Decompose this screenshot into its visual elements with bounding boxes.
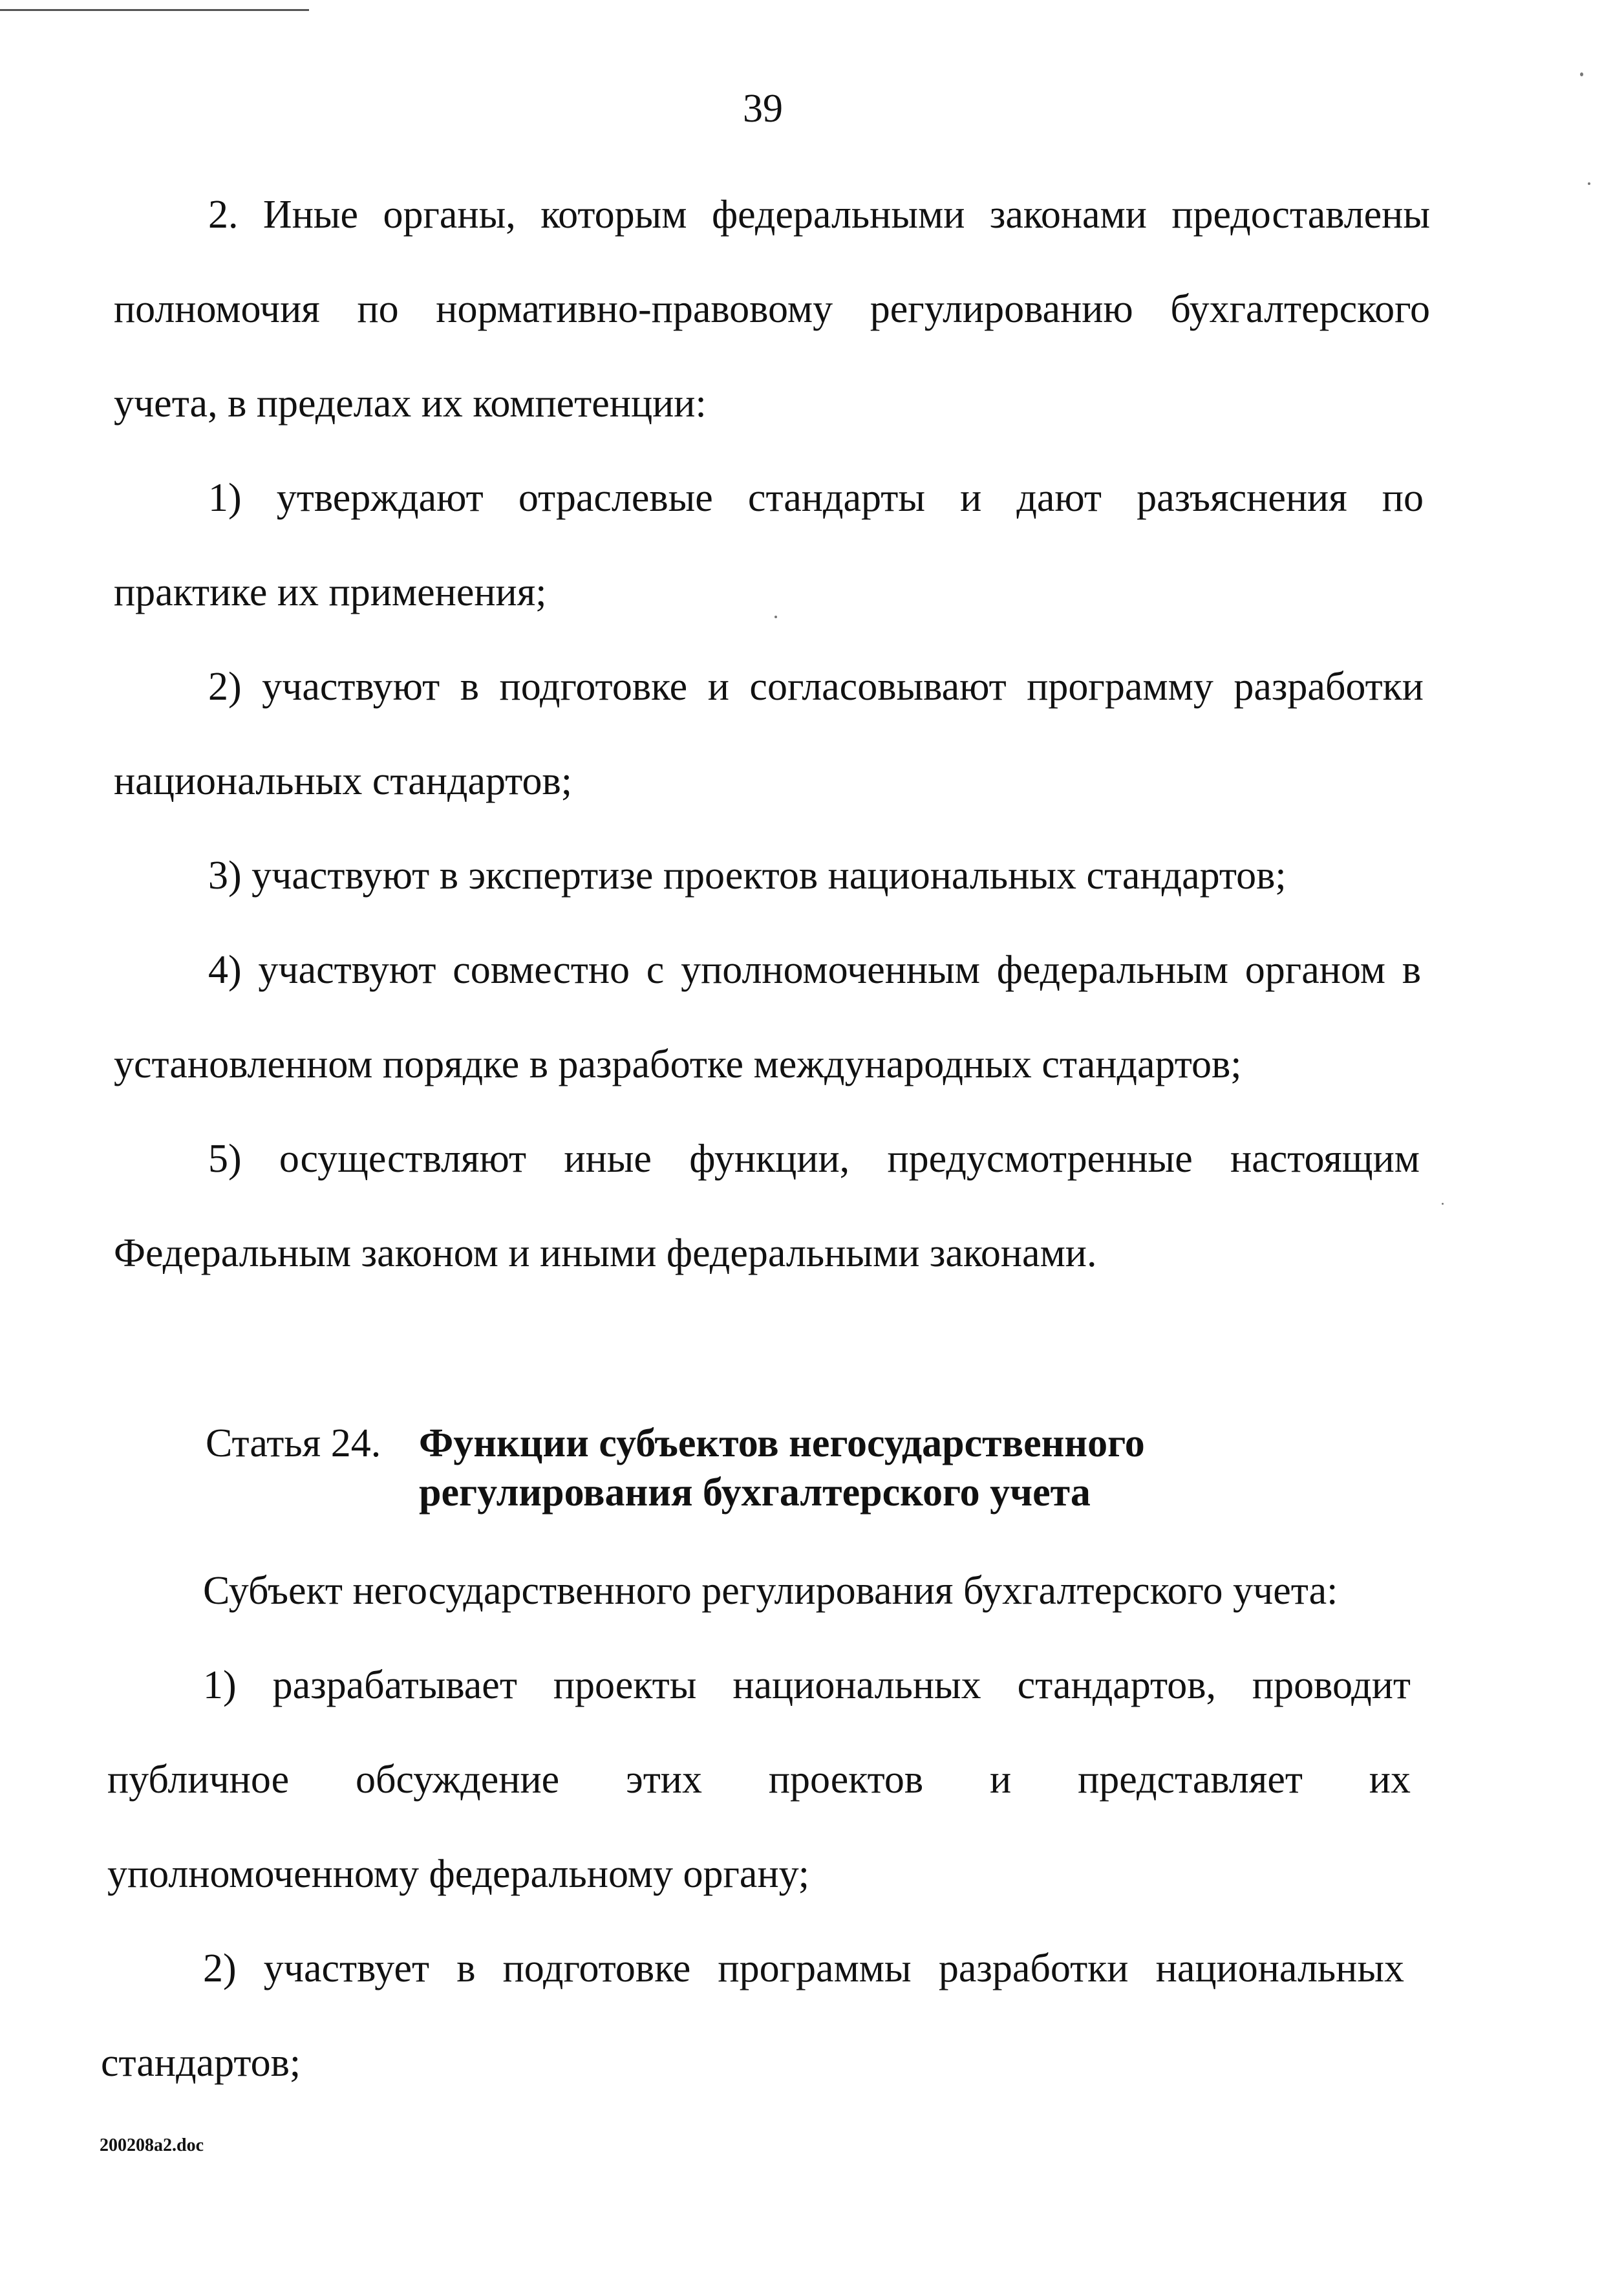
item-5-line-2: Федеральным законом и иными федеральными законами. bbox=[114, 1231, 1097, 1275]
item-1-line-1: 1) утверждают отраслевые стандарты и дают разъяснения по bbox=[208, 476, 1424, 520]
top-rule bbox=[0, 9, 309, 11]
article-item-1-line-1: 1) разрабатывает проекты национальных стандартов, проводит bbox=[203, 1663, 1411, 1707]
scan-speck bbox=[1588, 182, 1590, 185]
article-item-1-line-2: публичное обсуждение этих проектов и представляет их bbox=[107, 1758, 1411, 1802]
scan-speck bbox=[1580, 72, 1583, 76]
article-title-line-1: Функции субъектов негосударственного bbox=[419, 1421, 1145, 1465]
footer-file-code: 200208a2.doc bbox=[100, 2135, 204, 2155]
article-item-1-line-3: уполномоченному федеральному органу; bbox=[107, 1852, 810, 1896]
item-2-line-2: национальных стандартов; bbox=[114, 759, 572, 803]
paragraph-2-line-3: учета, в пределах их компетенции: bbox=[114, 382, 707, 426]
scan-speck bbox=[775, 616, 777, 618]
item-1-line-2: практике их применения; bbox=[114, 570, 547, 614]
page-number: 39 bbox=[743, 87, 783, 131]
item-4-line-2: установленном порядке в разработке международных стандартов; bbox=[114, 1042, 1242, 1086]
article-label: Статья 24. bbox=[206, 1421, 381, 1465]
item-3-line-1: 3) участвуют в экспертизе проектов национальных стандартов; bbox=[208, 854, 1287, 898]
paragraph-2-line-2: полномочия по нормативно-правовому регулированию бухгалтерского bbox=[114, 287, 1430, 331]
article-item-2-line-1: 2) участвует в подготовке программы разработки национальных bbox=[203, 1946, 1404, 1990]
scan-speck bbox=[1442, 1203, 1444, 1205]
article-intro: Субъект негосударственного регулирования бухгалтерского учета: bbox=[203, 1569, 1338, 1613]
item-5-line-1: 5) осуществляют иные функции, предусмотренные настоящим bbox=[208, 1137, 1420, 1181]
item-4-line-1: 4) участвуют совместно с уполномоченным федеральным органом в bbox=[208, 948, 1421, 992]
article-title-line-2: регулирования бухгалтерского учета bbox=[419, 1471, 1091, 1515]
paragraph-2-line-1: 2. Иные органы, которым федеральными законами предоставлены bbox=[208, 193, 1430, 237]
article-item-2-line-2: стандартов; bbox=[101, 2041, 301, 2085]
item-2-line-1: 2) участвуют в подготовке и согласовывают программу разработки bbox=[208, 665, 1424, 709]
